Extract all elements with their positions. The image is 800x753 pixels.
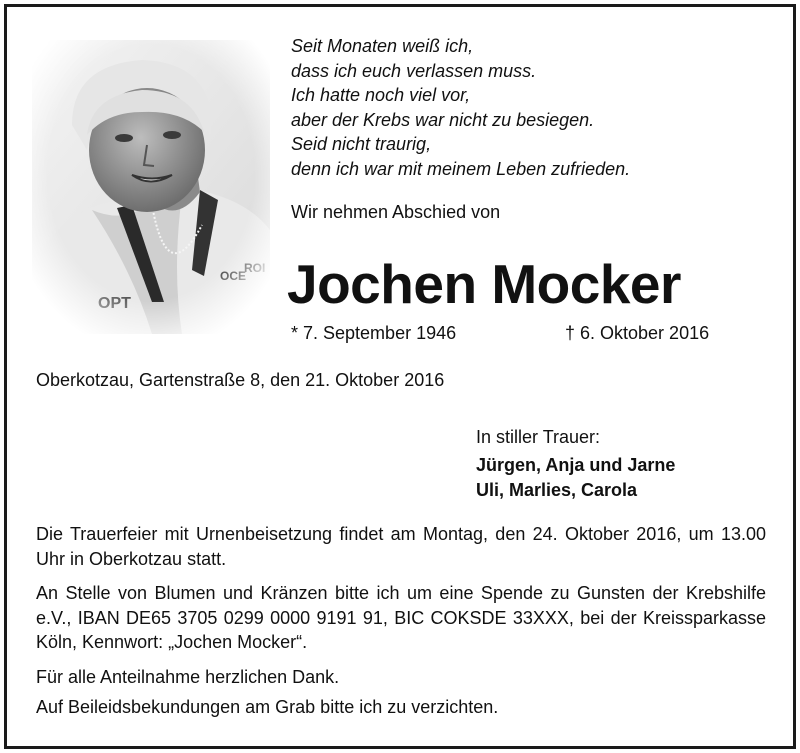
poem-line: Seid nicht traurig,: [291, 134, 432, 155]
poem-line: aber der Krebs war nicht zu besiegen.: [291, 109, 595, 130]
mourner-names: Jürgen, Anja und Jarne: [476, 455, 676, 475]
poem: [291, 34, 630, 182]
thanks-line: Für alle Anteilnahme herzlichen Dank.: [36, 666, 340, 687]
deceased-name: Jochen Mocker: [287, 253, 681, 315]
mourning-label: In stiller Trauer:: [476, 427, 601, 447]
place-date: Oberkotzau, Gartenstraße 8, den 21. Oktober 2016: [36, 370, 445, 390]
donation-info: An Stelle von Blumen und Kränzen bitte ich um eine Spende zu Gunsten der Krebshilfe e.V., IBAN DE65 3705 0299 0000 9191 91, BIC COKSDE 33XXX, bei der Kreissparkasse Köln, Kennwort: „Jochen Mocker“.: [36, 583, 766, 652]
birth-date: * 7. September 1946: [291, 323, 457, 343]
mourners-block: [476, 425, 675, 503]
farewell-intro: Wir nehmen Abschied von: [291, 202, 501, 222]
obituary-body: [36, 522, 766, 730]
portrait-photo: [32, 40, 270, 334]
death-date: † 6. Oktober 2016: [565, 323, 710, 343]
funeral-info: Die Trauerfeier mit Urnenbeisetzung findet am Montag, den 24. Oktober 2016, um 13.00 Uhr in Oberkotzau statt.: [36, 524, 766, 569]
poem-line: Ich hatte noch viel vor,: [291, 85, 471, 106]
poem-line: denn ich war mit meinem Leben zufrieden.: [291, 158, 631, 179]
poem-line: Seit Monaten weiß ich,: [291, 36, 474, 56]
condolence-note: Auf Beileidsbekundungen am Grab bitte ich zu verzichten.: [36, 697, 499, 717]
poem-line: dass ich euch verlassen muss.: [291, 60, 537, 81]
mourner-names: Uli, Marlies, Carola: [476, 480, 638, 500]
